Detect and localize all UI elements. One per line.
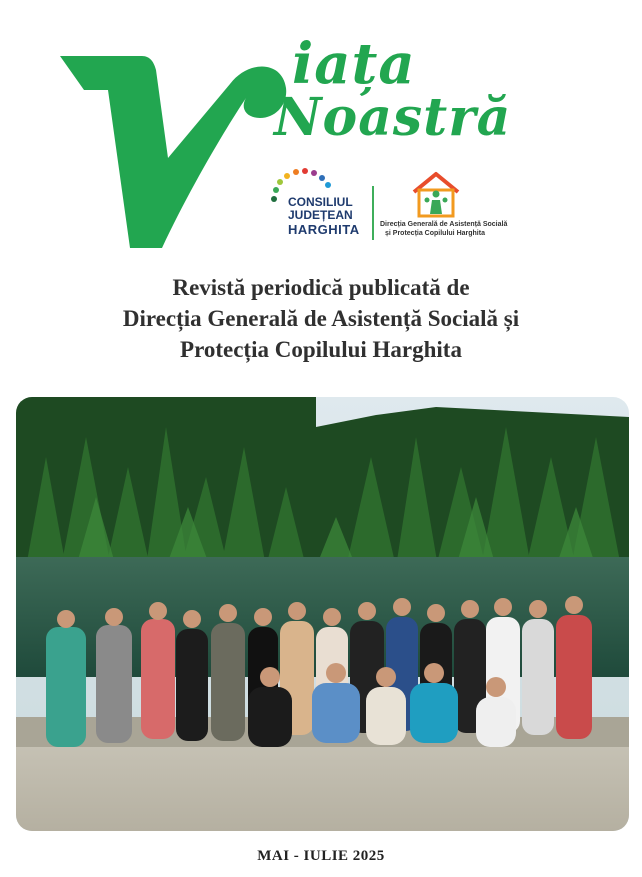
logo-divider	[372, 186, 374, 240]
title-word-2: Noastră	[274, 87, 512, 148]
house-family-icon	[410, 170, 462, 218]
subtitle-line-1: Revistă periodică publicată de	[172, 275, 470, 300]
dgaspc-logo	[380, 170, 508, 250]
cover-photo	[16, 397, 629, 831]
harghita-label: HARGHITA	[288, 222, 360, 237]
consiliul-judetean-logo	[270, 168, 370, 246]
title-word-1: iața	[292, 31, 416, 97]
issue-date: MAI - IULIE 2025	[257, 848, 385, 864]
dgaspc-label-line-1: Direcția Generală de Asistență Socială	[380, 221, 508, 228]
title-initial-v	[50, 38, 300, 258]
subtitle-line-3: Protecția Copilului Harghita	[180, 337, 462, 362]
publication-subtitle	[0, 272, 642, 365]
dgaspc-label-line-2: și Protecția Copilului Harghita	[385, 230, 485, 237]
judetean-label: JUDEȚEAN	[288, 208, 353, 222]
consiliul-label: CONSILIUL	[288, 195, 353, 209]
masthead	[0, 0, 642, 260]
group-photo-image	[16, 397, 629, 831]
subtitle-line-2: Direcția Generală de Asistență Socială și	[122, 306, 520, 331]
